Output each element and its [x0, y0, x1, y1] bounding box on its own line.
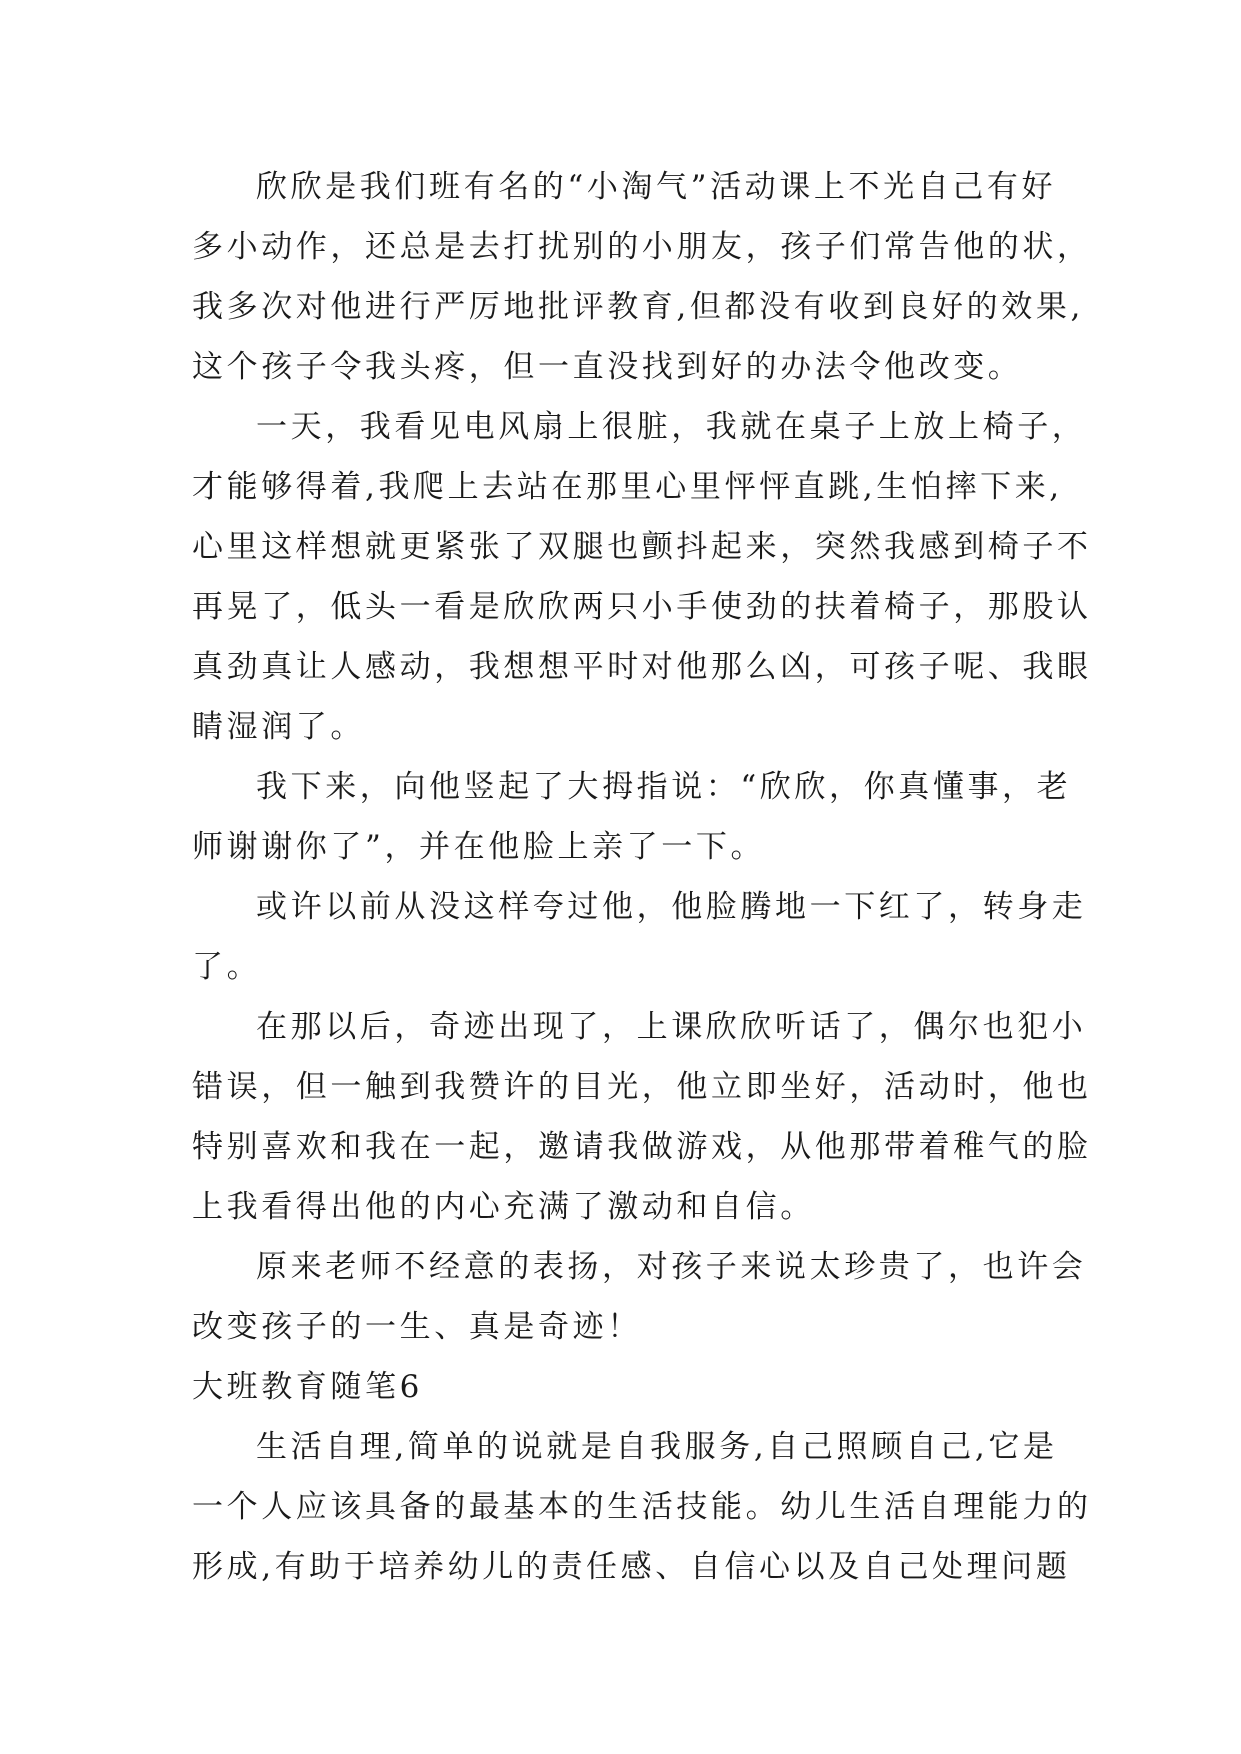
text-line: 了。 [192, 949, 262, 985]
text-line: 一天，我看见电风扇上很脏，我就在桌子上放上椅子， [256, 409, 1087, 445]
text-line: 师谢谢你了”，并在他脸上亲了一下。 [192, 829, 766, 865]
text-line: 错误，但一触到我赞许的目光，他立即坐好，活动时，他也 [192, 1069, 1092, 1105]
text-line: 再晃了，低头一看是欣欣两只小手使劲的扶着椅子，那股认 [192, 589, 1092, 625]
text-line: 这个孩子令我头疼，但一直没找到好的办法令他改变。 [192, 349, 1023, 385]
text-line: 睛湿润了。 [192, 709, 365, 745]
text-line: 多小动作，还总是去打扰别的小朋友，孩子们常告他的状， [192, 229, 1092, 265]
text-line: 改变孩子的一生、真是奇迹！ [192, 1309, 642, 1345]
text-line: 上我看得出他的内心充满了激动和自信。 [192, 1189, 815, 1225]
text-line: 才能够得着,我爬上去站在那里心里怦怦直跳,生怕摔下来, [192, 469, 1063, 505]
text-line: 一个人应该具备的最基本的生活技能。幼儿生活自理能力的 [192, 1489, 1092, 1525]
text-line: 真劲真让人感动，我想想平时对他那么凶，可孩子呢、我眼 [192, 649, 1092, 685]
text-line: 生活自理,简单的说就是自我服务,自己照顾自己,它是 [256, 1429, 1058, 1465]
text-line: 形成,有助于培养幼儿的责任感、自信心以及自己处理问题 [192, 1549, 1071, 1585]
text-line: 原来老师不经意的表扬，对孩子来说太珍贵了，也许会 [256, 1249, 1087, 1285]
text-line: 我下来，向他竖起了大拇指说：“欣欣，你真懂事，老 [256, 769, 1072, 805]
section-heading: 大班教育随笔6 [192, 1369, 423, 1405]
text-line: 特别喜欢和我在一起，邀请我做游戏，从他那带着稚气的脸 [192, 1129, 1092, 1165]
text-line: 我多次对他进行严厉地批评教育,但都没有收到良好的效果, [192, 289, 1084, 325]
text-line: 在那以后，奇迹出现了，上课欣欣听话了，偶尔也犯小 [256, 1009, 1087, 1045]
text-line: 心里这样想就更紧张了双腿也颤抖起来，突然我感到椅子不 [192, 529, 1092, 565]
text-line: 或许以前从没这样夸过他，他脸腾地一下红了，转身走 [256, 889, 1087, 925]
text-line: 欣欣是我们班有名的“小淘气”活动课上不光自己有好 [256, 169, 1057, 205]
